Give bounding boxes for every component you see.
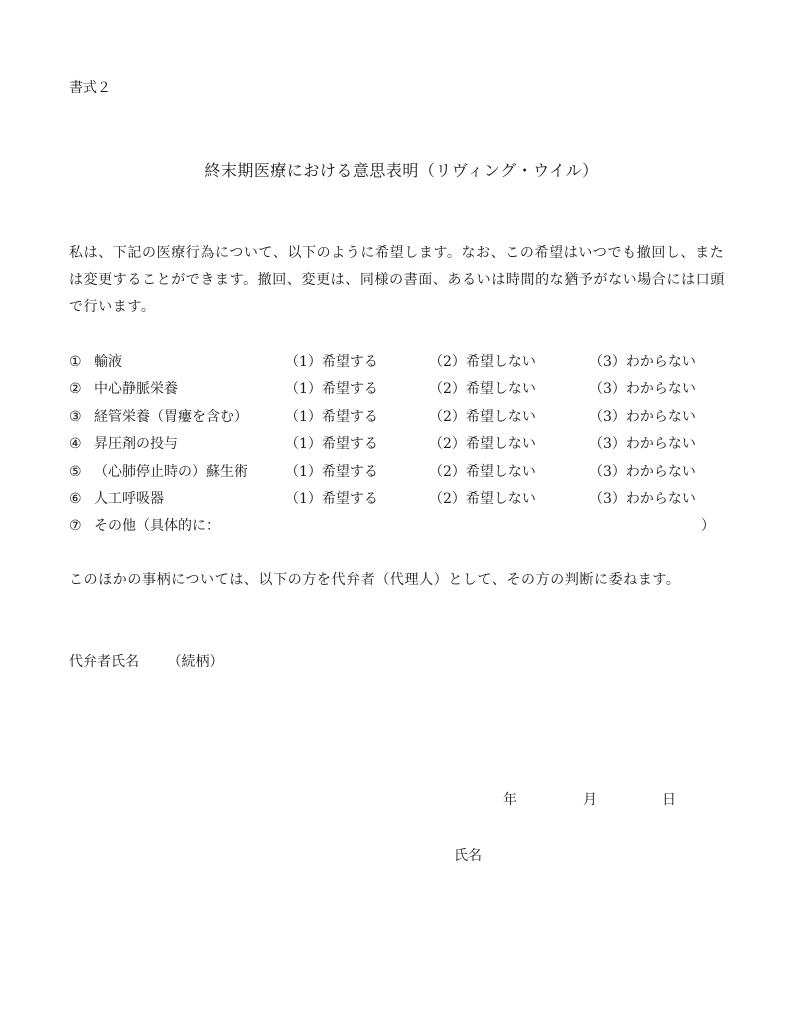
option-wish[interactable]: （1）希望する — [285, 463, 378, 480]
other-label: その他（具体的に： — [94, 518, 220, 535]
proxy-name-field[interactable] — [69, 652, 223, 672]
option-wish[interactable]: （1）希望する — [285, 354, 378, 370]
option-unknown[interactable]: （3）わからない — [589, 408, 696, 425]
item-number: ⑥ — [69, 490, 82, 507]
option-unknown[interactable]: （3）わからない — [589, 490, 696, 507]
document-title: 終末期医療における意思表明（リヴィング・ウイル） — [204, 161, 599, 180]
option-no-wish[interactable]: （2）希望しない — [429, 381, 536, 398]
option-no-wish[interactable]: （2）希望しない — [429, 463, 536, 480]
option-unknown[interactable]: （3）わからない — [589, 354, 696, 370]
item-label: 昇圧剤の投与 — [94, 436, 178, 453]
item-number: ② — [69, 381, 82, 398]
option-wish[interactable]: （1）希望する — [285, 490, 378, 507]
intro-paragraph: 私は、下記の医療行為について、以下のように希望します。なお、この希望はいつでも撤回し、または変更することができます。撤回、変更は、同様の書面、あるいは時間的な猶予がない場合には口頭で行います。 — [69, 245, 725, 315]
date-month-label: 月 — [583, 792, 597, 808]
item-label: 人工呼吸器 — [94, 490, 164, 507]
item-label: （心肺停止時の）蘇生術 — [94, 463, 248, 480]
item-number: ① — [69, 354, 82, 370]
date-day-label: 日 — [662, 792, 676, 808]
form-number-label: 書式２ — [69, 80, 111, 96]
date-year-label: 年 — [503, 792, 517, 808]
option-unknown[interactable]: （3）わからない — [589, 381, 696, 398]
choice-row-ventilator — [69, 486, 729, 513]
treatment-choices-list — [69, 349, 729, 541]
item-number: ⑦ — [69, 518, 82, 535]
option-no-wish[interactable]: （2）希望しない — [429, 354, 536, 370]
choice-row-central-venous-nutrition — [69, 376, 729, 403]
date-field[interactable] — [0, 790, 803, 810]
option-no-wish[interactable]: （2）希望しない — [429, 408, 536, 425]
option-no-wish[interactable]: （2）希望しない — [429, 436, 536, 453]
choice-row-other — [69, 513, 729, 540]
item-label: 経管栄養（胃瘻を含む） — [94, 408, 248, 425]
other-close-paren: ） — [701, 518, 715, 535]
item-number: ③ — [69, 408, 82, 425]
option-wish[interactable]: （1）希望する — [285, 436, 378, 453]
option-unknown[interactable]: （3）わからない — [589, 436, 696, 453]
choice-row-vasopressor — [69, 431, 729, 458]
proxy-paragraph: このほかの事柄については、以下の方を代弁者（代理人）として、その方の判断に委ねます。 — [69, 572, 681, 588]
item-number: ⑤ — [69, 463, 82, 480]
item-label: 輸液 — [94, 354, 122, 370]
item-number: ④ — [69, 436, 82, 453]
proxy-name-label: 代弁者氏名 — [69, 654, 139, 670]
option-wish[interactable]: （1）希望する — [285, 381, 378, 398]
choice-row-infusion — [69, 349, 729, 376]
proxy-relation-label: （続柄） — [167, 654, 224, 670]
option-unknown[interactable]: （3）わからない — [589, 463, 696, 480]
signer-name-label: 氏名 — [454, 848, 482, 864]
choice-row-tube-feeding — [69, 404, 729, 431]
option-no-wish[interactable]: （2）希望しない — [429, 490, 536, 507]
option-wish[interactable]: （1）希望する — [285, 408, 378, 425]
item-label: 中心静脈栄養 — [94, 381, 178, 398]
choice-row-resuscitation — [69, 459, 729, 486]
